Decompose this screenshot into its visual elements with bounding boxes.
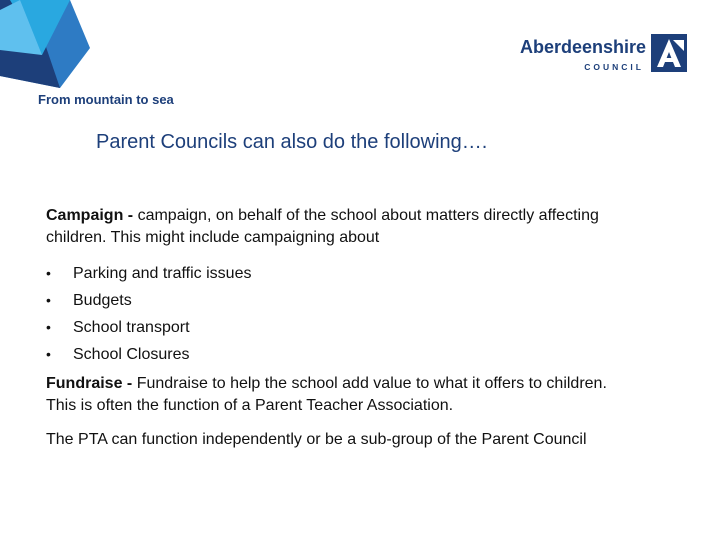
bullet-icon: • (46, 292, 51, 308)
fundraise-separator: - (122, 375, 137, 392)
fundraise-term: Fundraise (46, 375, 123, 392)
fundraise-text: Fundraise to help the school add value to what it offers to children. This is often the function of a Parent Teacher Association. (46, 375, 607, 414)
corner-graphic (0, 0, 100, 92)
logo-name: Aberdeenshire (519, 37, 646, 57)
tagline: From mountain to sea (38, 92, 174, 107)
list-item (46, 314, 626, 341)
slide-body (46, 205, 626, 451)
bullet-text: Budgets (73, 292, 132, 309)
bullet-icon: • (46, 265, 51, 281)
campaign-separator: - (123, 207, 138, 224)
list-item (46, 341, 626, 368)
logo-mark-icon (651, 34, 687, 72)
bullet-text: School transport (73, 319, 190, 336)
campaign-paragraph (46, 205, 626, 249)
campaign-text: campaign, on behalf of the school about matters directly affecting children. This might include campaigning about (46, 207, 599, 246)
logo-subtitle: COUNCIL (584, 62, 644, 72)
campaign-term: Campaign (46, 207, 124, 224)
bullet-icon: • (46, 346, 51, 362)
bullet-text: Parking and traffic issues (73, 265, 252, 282)
campaign-topics-list (46, 260, 626, 368)
list-item (46, 287, 626, 314)
bullet-text: School Closures (73, 346, 190, 363)
pta-paragraph: The PTA can function independently or be a sub-group of the Parent Council (46, 431, 587, 448)
bullet-icon: • (46, 319, 51, 335)
list-item (46, 260, 626, 287)
slide-title: Parent Councils can also do the following…. (96, 131, 488, 153)
fundraise-paragraph (46, 373, 626, 417)
